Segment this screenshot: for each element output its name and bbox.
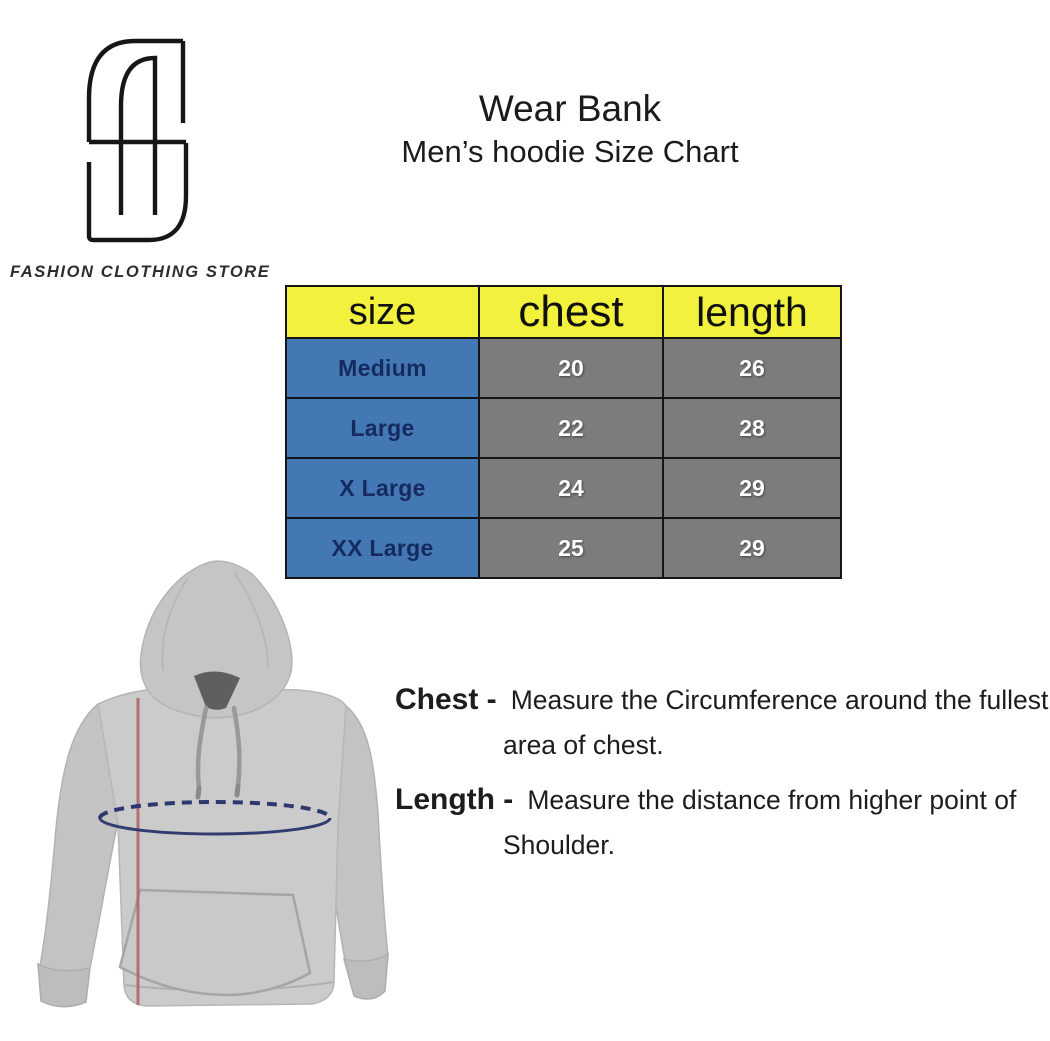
- page-subtitle: Men’s hoodie Size Chart: [401, 134, 739, 169]
- size-chart-table: [285, 285, 842, 579]
- note-chest-label: Chest -: [395, 683, 497, 716]
- size-cell: X Large: [286, 458, 479, 518]
- logo-inner-arch: [121, 58, 155, 215]
- title-block: [300, 88, 840, 170]
- note-length-line1: [395, 782, 1016, 823]
- length-cell: 29: [663, 458, 841, 518]
- note-chest: [395, 682, 1048, 762]
- table-header-row: [286, 286, 841, 338]
- column-header-size: size: [286, 286, 479, 338]
- column-header-chest: chest: [479, 286, 663, 338]
- hoodie-figure: [28, 556, 398, 1041]
- table-row: [286, 458, 841, 518]
- page-title: Wear Bank: [478, 88, 662, 129]
- note-chest-line1: [395, 682, 1048, 723]
- hoodie-right-cuff: [344, 954, 388, 999]
- column-header-length: length: [663, 286, 841, 338]
- store-tagline: FASHION CLOTHING STORE: [10, 263, 271, 281]
- note-length-label: Length -: [395, 783, 514, 816]
- chest-cell: 24: [479, 458, 663, 518]
- size-cell: Large: [286, 398, 479, 458]
- chest-cell: 25: [479, 518, 663, 578]
- chest-cell: 22: [479, 398, 663, 458]
- note-length-text: Measure the distance from higher point of: [527, 785, 1017, 815]
- table-row: [286, 398, 841, 458]
- note-chest-text: Measure the Circumference around the fullest: [510, 685, 1049, 715]
- length-cell: 29: [663, 518, 841, 578]
- length-cell: 28: [663, 398, 841, 458]
- note-length: [395, 782, 1016, 862]
- length-cell: 26: [663, 338, 841, 398]
- size-table-body: [286, 338, 841, 578]
- logo-top-outer: [89, 41, 183, 142]
- logo-bottom-outer: [89, 143, 186, 240]
- size-cell: Medium: [286, 338, 479, 398]
- table-row: [286, 338, 841, 398]
- note-chest-line2: area of chest.: [503, 730, 664, 760]
- hoodie-left-cuff: [38, 964, 90, 1007]
- brand-logo-icon: [82, 38, 192, 252]
- hoodie-pocket: [120, 890, 310, 995]
- hoodie-illustration: [28, 556, 398, 1036]
- chest-cell: 20: [479, 338, 663, 398]
- note-length-line2: Shoulder.: [503, 830, 615, 860]
- size-cell: XX Large: [286, 518, 479, 578]
